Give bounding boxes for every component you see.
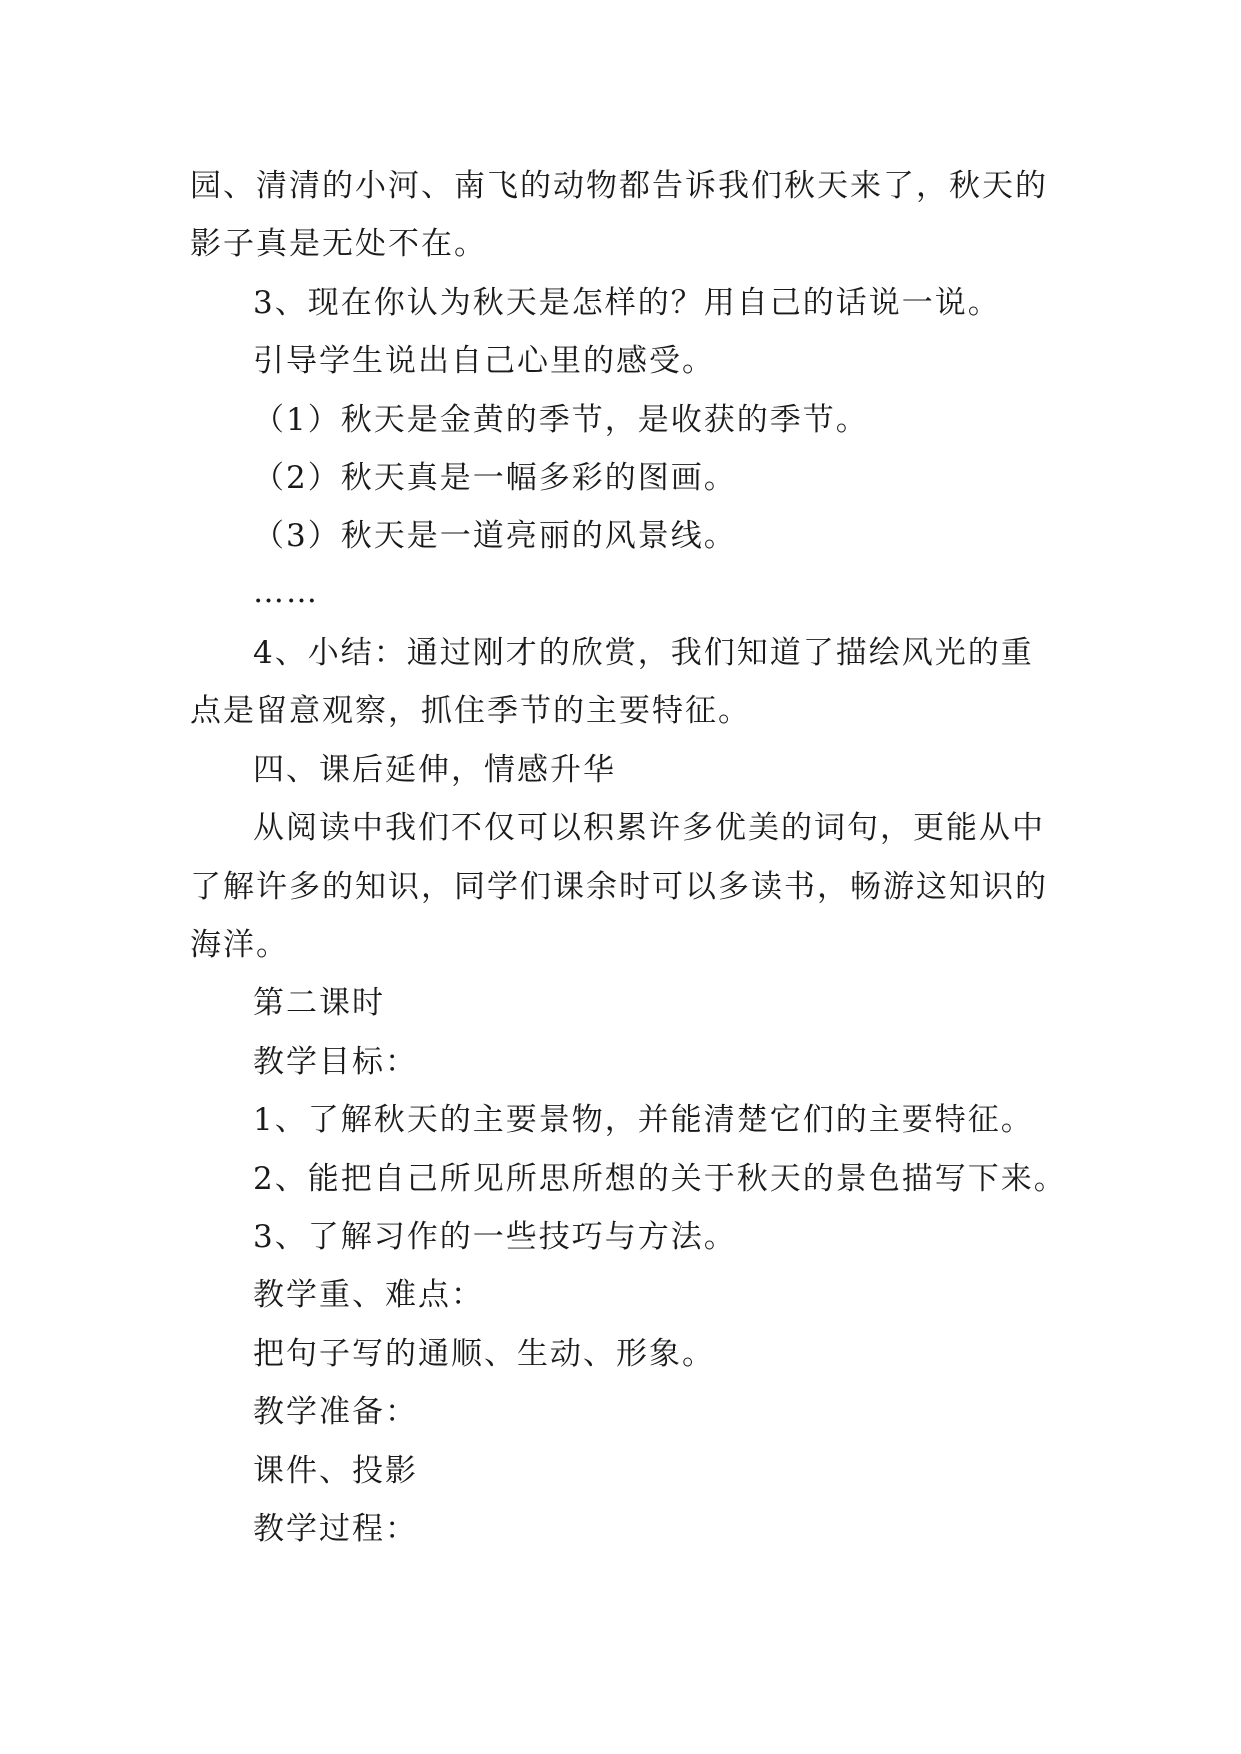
subheading: 教学重、难点： xyxy=(253,1277,484,1313)
paragraph-line: 引导学生说出自己心里的感受。 xyxy=(253,343,715,379)
paragraph-line: 3、现在你认为秋天是怎样的？用自己的话说一说。 xyxy=(253,285,1001,321)
list-item: （1）秋天是金黄的季节，是收获的季节。 xyxy=(253,402,869,438)
paragraph-line: 了解许多的知识，同学们课余时可以多读书，畅游这知识的 xyxy=(190,869,1048,905)
paragraph-line: 从阅读中我们不仅可以积累许多优美的词句，更能从中 xyxy=(253,810,1045,846)
list-item: 1、了解秋天的主要景物，并能清楚它们的主要特征。 xyxy=(253,1102,1034,1138)
paragraph-line: 园、清清的小河、南飞的动物都告诉我们秋天来了，秋天的 xyxy=(190,168,1048,204)
paragraph-line: 点是留意观察，抓住季节的主要特征。 xyxy=(190,693,751,729)
list-item: 2、能把自己所见所思所想的关于秋天的景色描写下来。 xyxy=(253,1161,1067,1197)
paragraph-line: 影子真是无处不在。 xyxy=(190,226,487,262)
ellipsis-line: …… xyxy=(253,574,319,610)
subheading: 教学过程： xyxy=(253,1511,418,1547)
paragraph-line: 海洋。 xyxy=(190,927,289,963)
paragraph-line: 课件、投影 xyxy=(253,1453,418,1489)
list-item: 3、了解习作的一些技巧与方法。 xyxy=(253,1219,737,1255)
list-item: （2）秋天真是一幅多彩的图画。 xyxy=(253,460,737,496)
paragraph-line: 把句子写的通顺、生动、形象。 xyxy=(253,1336,715,1372)
subheading: 教学准备： xyxy=(253,1394,418,1430)
list-item: （3）秋天是一道亮丽的风景线。 xyxy=(253,518,737,554)
section-heading: 四、课后延伸，情感升华 xyxy=(253,752,616,788)
subheading: 教学目标： xyxy=(253,1044,418,1080)
paragraph-line: 4、小结：通过刚才的欣赏，我们知道了描绘风光的重 xyxy=(253,635,1034,671)
section-heading: 第二课时 xyxy=(253,985,385,1021)
